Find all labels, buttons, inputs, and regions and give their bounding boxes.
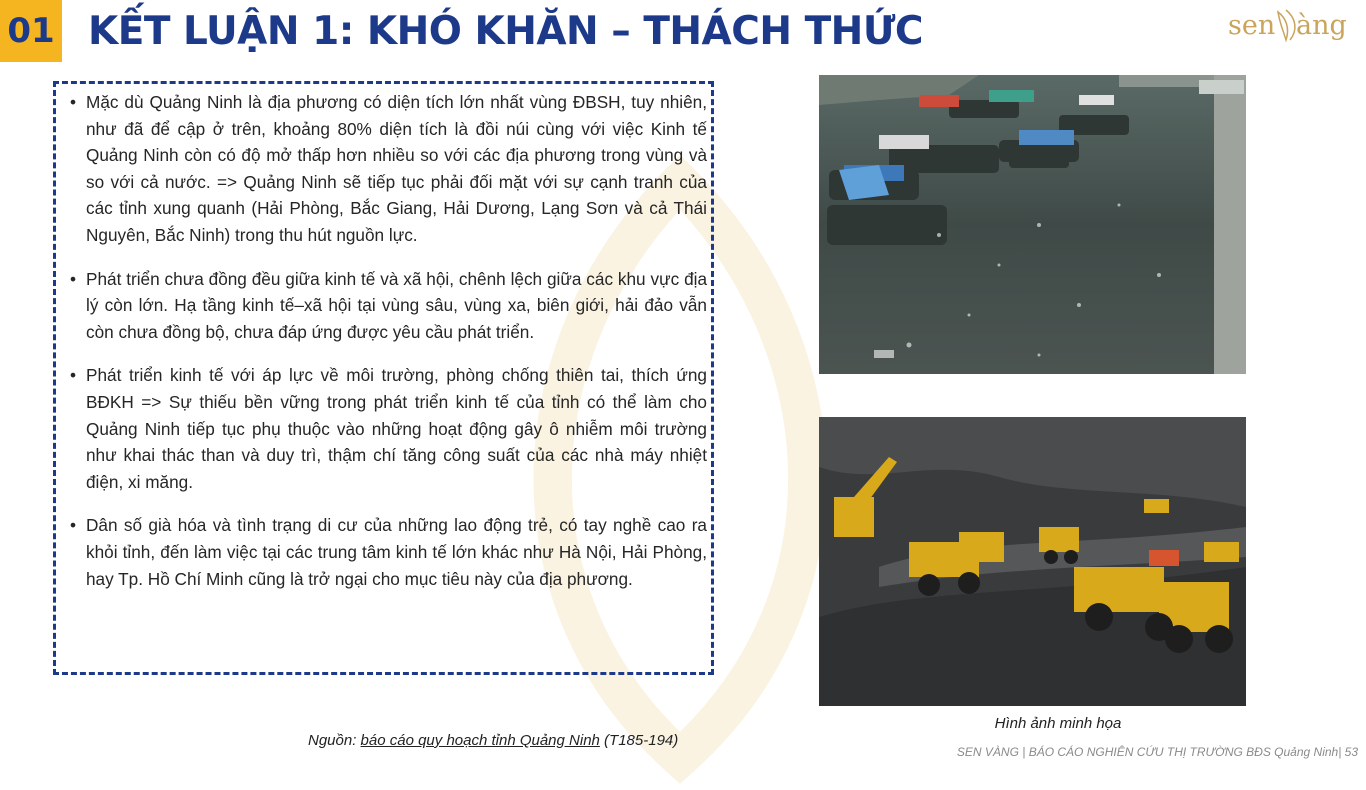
source-prefix: Nguồn:	[308, 732, 361, 749]
bullet-item	[70, 362, 707, 495]
bullet-text: Mặc dù Quảng Ninh là địa phương có diện tích lớn nhất vùng ĐBSH, tuy nhiên, như đã để cập ở trên, khoảng 80% diện tích là đồi núi cùng với việc Kinh tế Quảng Ninh còn có độ mở thấp hơn nhiều so với các địa phương trong vùng và so với cả nước. => Quảng Ninh sẽ tiếp tục phải đối mặt với sự cạnh tranh của các tỉnh xung quanh (Hải Phòng, Bắc Giang, Hải Dương, Lạng Sơn và cả Thái Nguyên, Bắc Ninh) trong thu hút nguồn lực.	[86, 92, 707, 245]
bullet-item	[70, 266, 707, 346]
harbor-pollution-photo	[819, 75, 1246, 374]
bullet-item	[70, 89, 707, 249]
source-link[interactable]: báo cáo quy hoạch tỉnh Quảng Ninh	[360, 732, 600, 749]
bullet-text: Phát triển kinh tế với áp lực về môi trường, phòng chống thiên tai, thích ứng BĐKH => Sự thiếu bền vững trong phát triển kinh tế của tỉnh có thể làm cho Quảng Ninh tiếp tục phụ thuộc vào những hoạt động gây ô nhiễm môi trường như khai thác than và duy trì, thậm chí tăng công suất của các nhà máy nhiệt điện, xi măng.	[86, 365, 707, 492]
page-footer: SEN VÀNG | BÁO CÁO NGHIÊN CỨU THỊ TRƯỜNG BĐS Quảng Ninh| 53	[956, 745, 1358, 759]
section-number-badge: 01	[0, 0, 62, 62]
coal-mine-photo	[819, 417, 1246, 706]
svg-text:àng: àng	[1296, 10, 1347, 41]
conclusion-text-box	[53, 81, 714, 675]
page-title: KẾT LUẬN 1: KHÓ KHĂN – THÁCH THỨC	[88, 9, 924, 54]
svg-text:sen: sen	[1228, 10, 1276, 41]
image-caption: Hình ảnh minh họa	[994, 715, 1122, 732]
bullet-marker: •	[70, 515, 77, 536]
sen-vang-logo	[1226, 4, 1358, 44]
source-suffix: (T185-194)	[599, 732, 679, 749]
bullet-list	[70, 89, 707, 609]
source-citation	[308, 732, 678, 749]
bullet-marker: •	[70, 365, 77, 386]
bullet-text: Dân số già hóa và tình trạng di cư của những lao động trẻ, có tay nghề cao ra khỏi tỉnh, đến làm việc tại các trung tâm kinh tế lớn khác như Hà Nội, Hải Phòng, hay Tp. Hồ Chí Minh cũng là trở ngại cho mục tiêu này của địa phương.	[86, 515, 707, 589]
bullet-text: Phát triển chưa đồng đều giữa kinh tế và xã hội, chênh lệch giữa các khu vực địa lý còn lớn. Hạ tầng kinh tế–xã hội tại vùng sâu, vùng xa, biên giới, hải đảo vẫn còn chưa đồng bộ, chưa đáp ứng được yêu cầu phát triển.	[86, 268, 707, 342]
bullet-marker: •	[70, 92, 77, 112]
bullet-marker: •	[70, 268, 77, 289]
bullet-item	[70, 512, 707, 592]
